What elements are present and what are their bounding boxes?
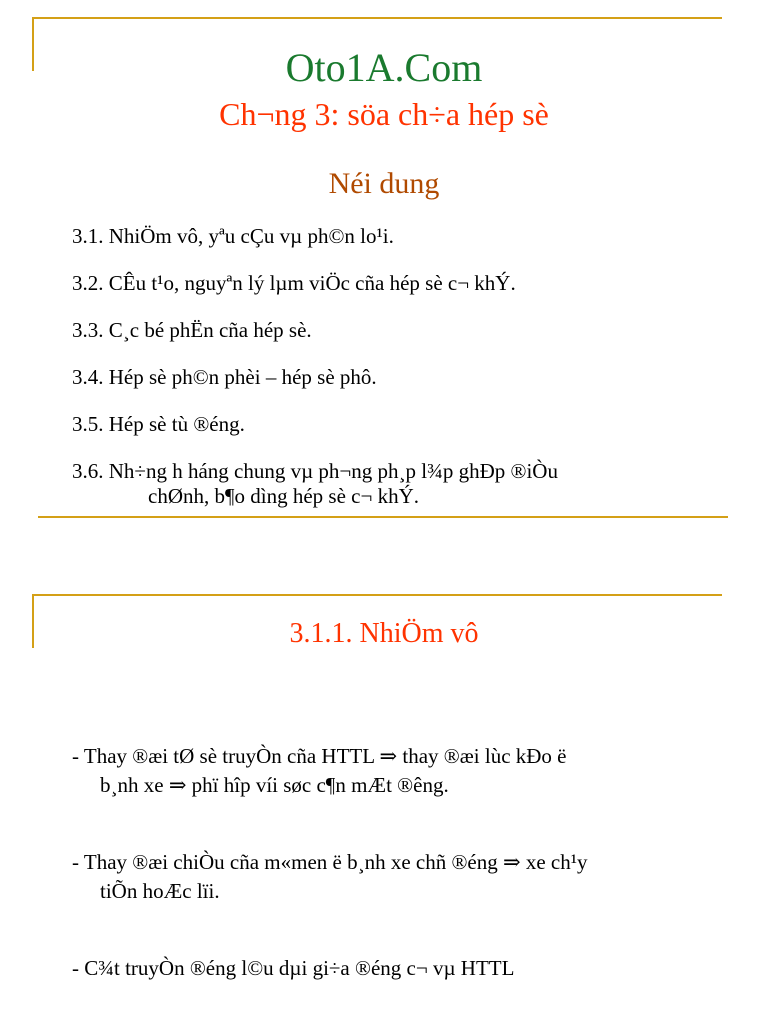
paragraph bbox=[72, 954, 732, 983]
slide-top-rule bbox=[32, 594, 722, 596]
toc-item-text: 3.3. C¸c bé phËn cña hép sè. bbox=[72, 318, 312, 342]
toc-item-text: 3.6. Nh÷ng h háng chung vµ ph¬ng ph¸p l¾p ghÐp ®iÒu bbox=[72, 459, 558, 483]
paragraph bbox=[72, 742, 732, 800]
site-title: Oto1A.Com bbox=[285, 45, 483, 90]
toc-item-text: 3.1. NhiÖm vô, yªu cÇu vµ ph©n lo¹i. bbox=[72, 224, 394, 248]
paragraph-text: - Thay ®æi tØ sè truyÒn cña HTTL ⇒ thay ®æi lùc kÐo ë bbox=[72, 744, 567, 768]
section-title: 3.1.1. NhiÖm vô bbox=[289, 618, 479, 649]
toc-item bbox=[72, 271, 712, 296]
toc-item bbox=[72, 365, 712, 390]
paragraph-continuation: b¸nh xe ⇒ phï hîp víi søc c¶n mÆt ®êng. bbox=[100, 773, 449, 797]
toc-item-text: 3.5. Hép sè tù ®éng. bbox=[72, 412, 245, 436]
table-of-contents bbox=[72, 224, 712, 531]
toc-item bbox=[72, 459, 712, 509]
paragraph-text: - Thay ®æi chiÒu cña m«men ë b¸nh xe chñ ®éng ⇒ xe ch¹y bbox=[72, 850, 588, 874]
slide-top-rule bbox=[32, 17, 722, 19]
toc-item bbox=[72, 224, 712, 249]
slide-2 bbox=[0, 512, 768, 1024]
toc-item-continuation: chØnh, b¶o dìng hép sè c¬ khÝ. bbox=[148, 484, 419, 508]
paragraph bbox=[72, 848, 732, 906]
toc-item bbox=[72, 318, 712, 343]
paragraph-continuation: tiÕn hoÆc lïi. bbox=[100, 879, 220, 903]
paragraph-text: - C¾t truyÒn ®éng l©u dµi gi÷a ®éng c¬ vµ HTTL bbox=[72, 956, 515, 980]
toc-item bbox=[72, 412, 712, 437]
toc-heading: Néi dung bbox=[328, 167, 440, 200]
chapter-title: Ch¬ng 3: söa ch÷a hép sè bbox=[219, 96, 549, 132]
toc-item-text: 3.2. CÊu t¹o, nguyªn lý lµm viÖc cña hép sè c¬ khÝ. bbox=[72, 271, 516, 295]
toc-item-text: 3.4. Hép sè ph©n phèi – hép sè phô. bbox=[72, 365, 377, 389]
